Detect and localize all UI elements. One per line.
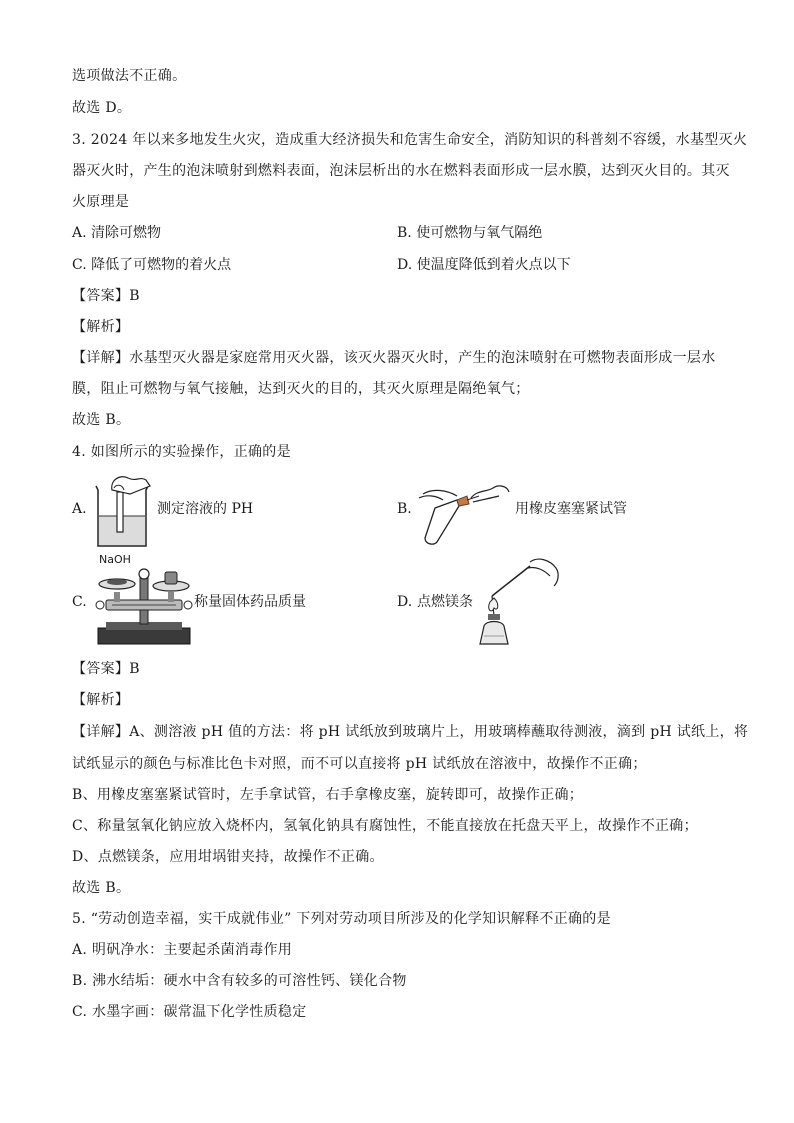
q4-conclusion: 故选 B。 (72, 880, 131, 896)
q4-detail: C、称量氢氧化钠应放入烧杯内，氢氧化钠具有腐蚀性，不能直接放在托盘天平上，故操作不正确； (72, 818, 698, 834)
q4-option-a-letter: A. (72, 501, 87, 517)
text-line: 选项做法不正确。 (72, 68, 187, 84)
q4-detail: B、用橡皮塞塞紧试管时，左手拿试管，右手拿橡皮塞，旋转即可，故操作正确； (72, 787, 584, 803)
q4-option-a-caption: 测定溶液的 PH (157, 501, 254, 517)
q3-option-a: A. 清除可燃物 (72, 225, 162, 241)
q4-analysis-heading: 【解析】 (72, 692, 130, 708)
q3-conclusion: 故选 B。 (72, 412, 131, 428)
question-5-stem: 5. “劳动创造幸福，实干成就伟业” 下列对劳动项目所涉及的化学知识解释不正确的是 (72, 911, 611, 927)
q4-option-c-letter: C. (72, 594, 87, 610)
q5-option-a: A. 明矾净水：主要起杀菌消毒作用 (72, 942, 293, 958)
question-3-stem: 火原理是 (72, 194, 130, 210)
q3-detail: 【详解】水基型灭火器是家庭常用灭火器，该灭火器灭火时，产生的泡沫喷射在可燃物表面形成一层水 (72, 350, 716, 366)
q3-answer: 【答案】B (72, 288, 140, 304)
q4-detail: D、点燃镁条，应用坩埚钳夹持，故操作不正确。 (72, 849, 384, 865)
q4-option-b-caption: 用橡皮塞塞紧试管 (515, 501, 627, 517)
q3-option-c: C. 降低了可燃物的着火点 (72, 257, 232, 273)
balance-figure (92, 566, 196, 648)
q4-detail: 试纸显示的颜色与标准比色卡对照，而不可以直接将 pH 试纸放在溶液中，故操作不正确； (72, 756, 647, 772)
q3-detail: 膜，阻止可燃物与氧气接触，达到灭火的目的，其灭火原理是隔绝氧气； (72, 381, 530, 397)
q4-option-d-caption: 点燃镁条 (417, 594, 473, 610)
naoh-label: NaOH (99, 553, 131, 566)
q3-analysis-heading: 【解析】 (72, 319, 130, 335)
q4-option-b-letter: B. (397, 501, 412, 517)
q3-option-b: B. 使可燃物与氧气隔绝 (397, 225, 543, 241)
q4-option-d-letter: D. (397, 594, 413, 610)
q3-option-d: D. 使温度降低到着火点以下 (397, 257, 571, 273)
question-3-stem: 器灭火时，产生的泡沫喷射到燃料表面，泡沫层析出的水在燃料表面形成一层水膜，达到灭火目的。其灭 (72, 163, 730, 179)
q4-answer: 【答案】B (72, 661, 140, 677)
text-line: 故选 D。 (72, 100, 132, 116)
question-3-stem: 3. 2024 年以来多地发生火灾，造成重大经济损失和危害生命安全，消防知识的科普刻不容缓，水基型灭火 (72, 132, 748, 148)
beaker-ph-figure (90, 472, 156, 550)
q5-option-c: C. 水墨字画：碳常温下化学性质稳定 (72, 1004, 307, 1020)
q4-option-c-caption: 称量固体药品质量 (194, 594, 306, 610)
q5-option-b: B. 沸水结垢：硬水中含有较多的可溶性钙、镁化合物 (72, 973, 407, 989)
alcohol-lamp-figure (470, 552, 566, 648)
question-4-stem: 4. 如图所示的实验操作，正确的是 (72, 444, 291, 460)
test-tube-stopper-figure (413, 474, 513, 546)
q4-detail: 【详解】A、测溶液 pH 值的方法：将 pH 试纸放到玻璃片上，用玻璃棒蘸取待测液，滴到 pH 试纸上，将 (72, 724, 749, 740)
